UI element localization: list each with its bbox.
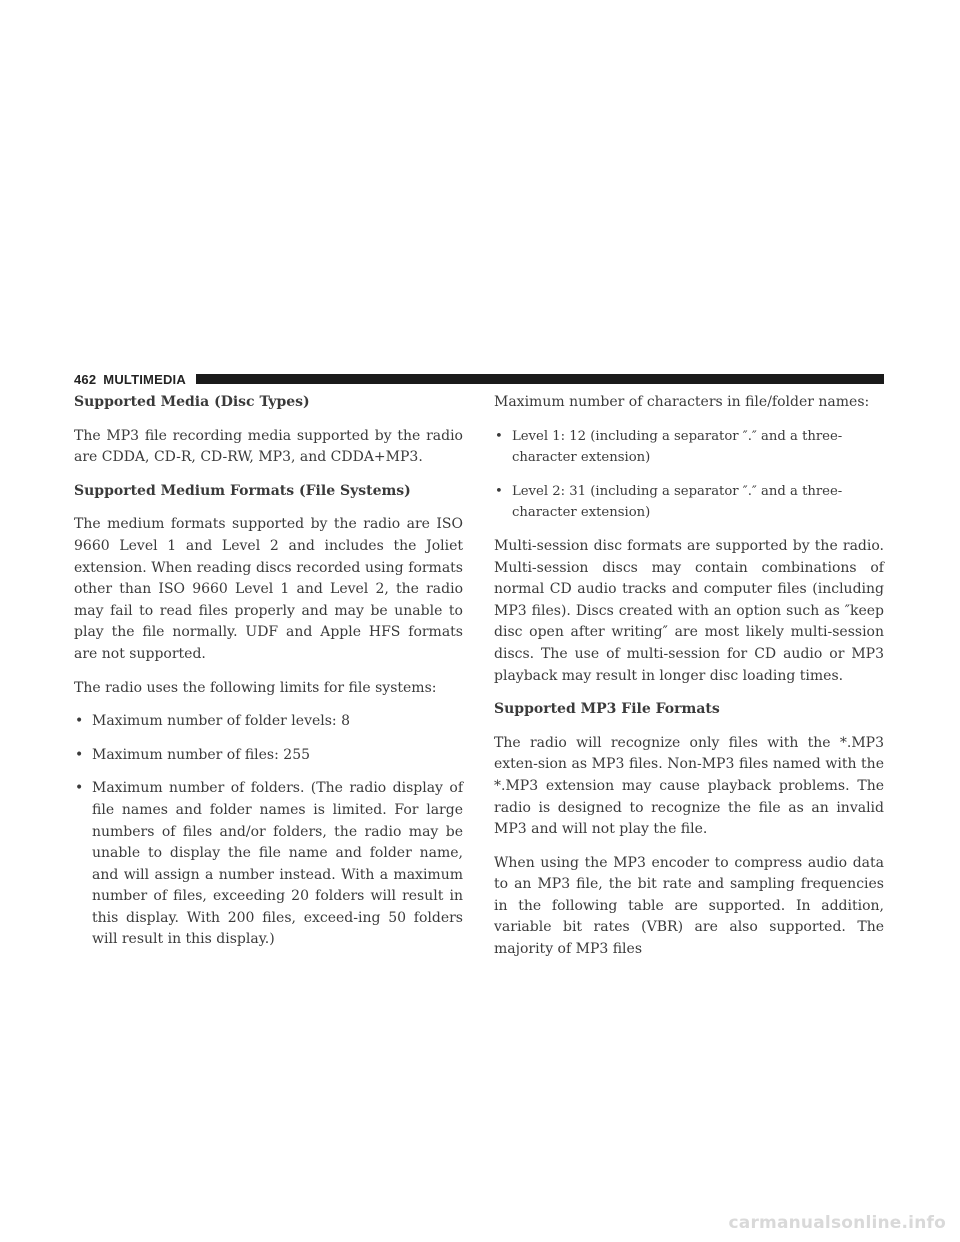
left-column xyxy=(74,392,463,963)
list-item xyxy=(74,745,463,767)
paragraph-multisession: Multi-session disc formats are supported by the radio. Multi-session discs may contain combinations of normal CD audio tracks and computer files (including MP3 files). Discs created with an option such as ″keep disc open after writing″ are most likely multi-session discs. The use of multi-session for CD audio or MP3 playback may result in longer disc loading times. xyxy=(494,537,884,684)
heading-mp3-formats: Supported MP3 File Formats xyxy=(494,701,720,718)
list-item-text: Maximum number of folders. (The radio display of file names and folder names is limited. For large numbers of files and/or folders, the radio may be unable to display the file name and folder name, and will assign a number instead. With a maximum number of files, exceeding 20 folders will result in this display. With 200 files, exceed-ing 50 folders will result in this display.) xyxy=(92,780,463,948)
right-column xyxy=(494,392,884,973)
bullet-icon: • xyxy=(75,746,84,763)
list-item-text: Maximum number of files: 255 xyxy=(92,746,311,763)
header-rule xyxy=(196,374,884,384)
char-limits-list xyxy=(494,426,884,524)
bullet-icon: • xyxy=(495,483,503,499)
bullet-icon: • xyxy=(75,780,84,797)
page-number: 462 xyxy=(74,371,97,387)
list-item-text: Level 1: 12 (including a separator ″.″ and a three-character extension) xyxy=(512,428,843,466)
paragraph-media: The MP3 file recording media supported by the radio are CDDA, CD-R, CD-RW, MP3, and CDDA+MP3. xyxy=(74,427,463,466)
limits-list xyxy=(74,711,463,951)
list-item xyxy=(494,481,884,524)
paragraph-mp3-encoder: When using the MP3 encoder to compress audio data to an MP3 file, the bit rate and sampling frequencies in the following table are supported. In addition, variable bit rates (VBR) are also supported. The majority of MP3 files xyxy=(494,854,884,958)
paragraph-limits-intro: The radio uses the following limits for file systems: xyxy=(74,679,437,696)
bullet-icon: • xyxy=(75,713,84,730)
paragraph-char-limits: Maximum number of characters in file/folder names: xyxy=(494,394,870,410)
paragraph-file-systems: The medium formats supported by the radio are ISO 9660 Level 1 and Level 2 and includes the Joliet extension. When reading discs recorded using formats other than ISO 9660 Level 1 and Level 2, the radio may fail to read files properly and may be unable to play the file normally. UDF and Apple HFS formats are not supported. xyxy=(74,516,463,662)
heading-supported-media: Supported Media (Disc Types) xyxy=(74,394,310,410)
section-title: MULTIMEDIA xyxy=(103,371,186,387)
list-item-text: Maximum number of folder levels: 8 xyxy=(92,713,351,730)
watermark: carmanualsonline.info xyxy=(728,1213,946,1233)
heading-file-systems: Supported Medium Formats (File Systems) xyxy=(74,482,411,499)
list-item-text: Level 2: 31 (including a separator ″.″ and a three-character extension) xyxy=(512,483,843,521)
bullet-icon: • xyxy=(495,428,503,444)
list-item xyxy=(74,711,463,733)
list-item xyxy=(74,778,463,951)
list-item xyxy=(494,426,884,469)
page-header xyxy=(74,369,884,389)
paragraph-mp3-recognition: The radio will recognize only files with the *.MP3 exten-sion as MP3 files. Non-MP3 files named with the *.MP3 extension may cause playback problems. The radio is designed to recognize the file as an invalid MP3 and will not play the file. xyxy=(494,734,884,838)
